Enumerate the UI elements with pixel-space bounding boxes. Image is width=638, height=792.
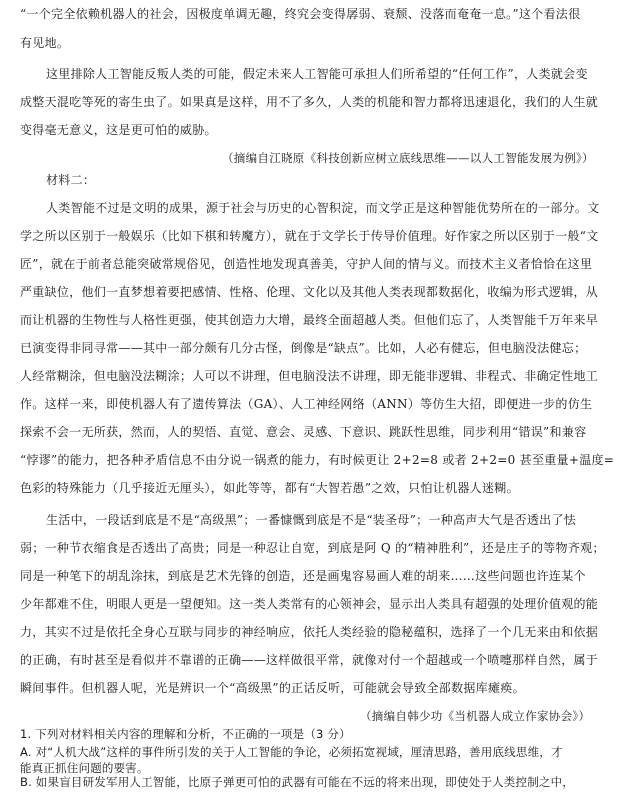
paragraph-line: 色彩的特殊能力（几乎接近无厘头），如此等等，都有“大智若愚”之效，只怕让机器人迷糊。 — [20, 481, 519, 495]
section-heading: 材料二： — [46, 173, 96, 187]
option-b-line: B. 如果盲目研发军用人工智能，比原子弹更可怕的武器有可能在不远的将来出现，即使处于人类控制之中， — [20, 775, 574, 789]
source-citation: （摘编自韩少功《当机器人成立作家协会》） — [360, 709, 591, 723]
paragraph-line: 少年都难不住，明眼人更是一望便知。这一类人类常有的心领神会，显示出人类具有超强的处理价值观的能 — [20, 597, 599, 611]
paragraph-line: 弱；一种节衣缩食是否透出了高贵；同是一种忍让自宽，到底是阿 Q 的“精神胜利”，还是庄子的等物齐观； — [20, 541, 605, 555]
question-stem: 1. 下列对材料相关内容的理解和分析，不正确的一项是（3 分） — [20, 727, 351, 741]
paragraph-line: 这里排除人工智能反叛人类的可能，假定未来人工智能可承担人们所希望的“任何工作”，人类就会变 — [46, 67, 588, 81]
paragraph-line: 严重缺位，他们一直梦想着要把感情、性格、伦理、文化以及其他人类表现都数据化，收编为形式逻辑，从 — [20, 285, 599, 299]
paragraph-line: 匠”，就在于前者总能突破常规俗见，创造性地发现真善美，守护人间的情与义。而技术主义者恰恰在这里 — [20, 257, 593, 271]
option-a-line: A. 对“人机大战”这样的事件所引发的关于人工智能的争论，必须拓宽视域，厘清思路，善用底线思维，才 — [20, 745, 563, 759]
paragraph-line: 力，其实不过是依托全身心互联与同步的神经响应，依托人类经验的隐秘蕴积，选择了一个几无来由和依据 — [20, 625, 599, 639]
paragraph-line: 变得毫无意义，这是更可怕的威胁。 — [20, 123, 217, 137]
paragraph-line: 瞬间事件。但机器人呢，光是辨识一个“高级黑”的正话反听，可能就会导致全部数据库瘫痪。 — [20, 681, 525, 695]
paragraph-line: 同是一种笔下的胡乱涂抹，到底是艺术先锋的创造，还是画鬼容易画人难的胡来……这些问题也许连某个 — [20, 569, 586, 583]
paragraph-line: 探索不会一无所获，然而，人的契悟、直觉、意会、灵感、下意识、跳跃性思维，同步利用“错误”和兼容 — [20, 425, 587, 439]
paragraph-line: 人经常糊涂，但电脑没法糊涂；人可以不讲理，但电脑没法不讲理，即无能非逻辑、非程式、非确定性地工 — [20, 369, 599, 383]
paragraph-line: 人类智能不过是文明的成果，源于社会与历史的心智积淀，而文学正是这种智能优势所在的一部分。文 — [46, 201, 600, 215]
paragraph-line: 生活中，一段话到底是不是“高级黑”；一番慷慨到底是不是“装圣母”；一种高声大气是否透出了怯 — [46, 513, 577, 527]
source-citation: （摘编自江晓原《科技创新应树立底线思维——以人工智能发展为例》） — [222, 151, 594, 165]
paragraph-line: 成整天混吃等死的寄生虫了。如果真是这样，用不了多久，人类的机能和智力都将迅速退化，我们的人生就 — [20, 95, 599, 109]
paragraph-line: 而让机器的生物性与人格性更强，使其创造力大增，最终全面超越人类。但他们忘了，人类智能千万年来早 — [20, 313, 599, 327]
paragraph-line: 已演变得非同寻常——其中一部分颇有几分古怪，倒像是“缺点”。比如，人必有健忘，但电脑没法健忘； — [20, 341, 587, 355]
paragraph-line: 学之所以区别于一般娱乐（比如下棋和转魔方），就在于文学长于传导价值理。好作家之所以区别于一般“文 — [20, 229, 599, 243]
paragraph-line: “悖谬”的能力，把各种矛盾信息不由分说一锅煮的能力，有时候更让 2+2=8 或者 2+2=0 甚至重量+温度= — [20, 453, 615, 467]
option-a-line: 能真正抓住问题的要害。 — [20, 761, 149, 775]
paragraph-line: 的正确，有时甚至是看似并不靠谱的正确——这样做很平常，就像对付一个超越或一个喷嚏那样自然，属于 — [20, 653, 599, 667]
paragraph-line: 作。这样一来，即使机器人有了遗传算法（GA）、人工神经网络（ANN）等仿生大招，即便进一步的仿生 — [20, 397, 593, 411]
paragraph-line: “一个完全依赖机器人的社会，因极度单调无趣，终究会变得孱弱、衰颓、没落而奄奄一息。”这个看法很 — [20, 7, 581, 21]
paragraph-line: 有见地。 — [20, 36, 70, 50]
